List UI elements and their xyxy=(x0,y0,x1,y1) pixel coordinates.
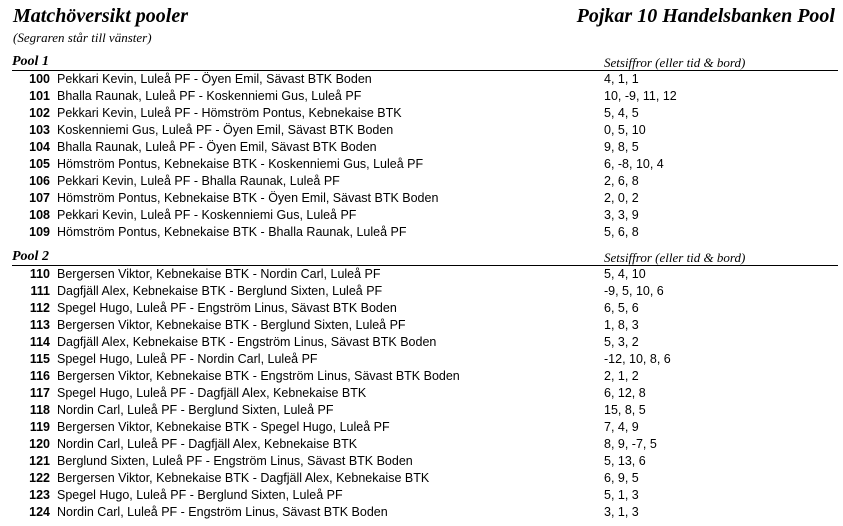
match-number: 123 xyxy=(29,488,50,502)
event-title: Pojkar 10 Handelsbanken Pool xyxy=(576,5,835,27)
match-players: Bergersen Viktor, Kebnekaise BTK - Berglund Sixten, Luleå PF xyxy=(57,318,406,332)
match-row xyxy=(12,71,838,88)
match-number: 117 xyxy=(29,386,50,400)
match-players: Hömström Pontus, Kebnekaise BTK - Bhalla Raunak, Luleå PF xyxy=(57,225,407,239)
match-number: 111 xyxy=(30,284,50,298)
match-number: 113 xyxy=(29,318,50,332)
match-row xyxy=(12,487,838,504)
match-score: 5, 4, 5 xyxy=(604,106,639,120)
match-players: Bergersen Viktor, Kebnekaise BTK - Spegel Hugo, Luleå PF xyxy=(57,420,390,434)
match-number: 109 xyxy=(29,225,50,239)
match-score: 5, 6, 8 xyxy=(604,225,639,239)
document-title: Matchöversikt pooler xyxy=(13,5,188,27)
match-row xyxy=(12,351,838,368)
match-score: 0, 5, 10 xyxy=(604,123,646,137)
match-score: 3, 1, 3 xyxy=(604,505,639,519)
match-score: 15, 8, 5 xyxy=(604,403,646,417)
match-number: 103 xyxy=(29,123,50,137)
match-row xyxy=(12,334,838,351)
match-players: Hömström Pontus, Kebnekaise BTK - Koskenniemi Gus, Luleå PF xyxy=(57,157,424,171)
match-number: 112 xyxy=(29,301,50,315)
match-list xyxy=(12,266,838,521)
match-score: -12, 10, 8, 6 xyxy=(604,352,671,366)
match-players: Dagfjäll Alex, Kebnekaise BTK - Engström Linus, Sävast BTK Boden xyxy=(57,335,437,349)
match-number: 116 xyxy=(29,369,50,383)
match-row xyxy=(12,224,838,241)
pool-header xyxy=(12,251,838,266)
match-number: 101 xyxy=(29,89,50,103)
match-score: 2, 0, 2 xyxy=(604,191,639,205)
match-players: Bhalla Raunak, Luleå PF - Öyen Emil, Sävast BTK Boden xyxy=(57,140,377,154)
match-players: Berglund Sixten, Luleå PF - Engström Linus, Sävast BTK Boden xyxy=(57,454,413,468)
match-row xyxy=(12,139,838,156)
match-players: Spegel Hugo, Luleå PF - Engström Linus, Sävast BTK Boden xyxy=(57,301,397,315)
match-score: 2, 6, 8 xyxy=(604,174,639,188)
match-row xyxy=(12,156,838,173)
pool-title: Pool 1 xyxy=(12,54,49,69)
match-score: 5, 4, 10 xyxy=(604,267,646,281)
match-score: 6, 9, 5 xyxy=(604,471,639,485)
pool-header xyxy=(12,56,838,71)
match-score: 5, 1, 3 xyxy=(604,488,639,502)
match-players: Bergersen Viktor, Kebnekaise BTK - Nordin Carl, Luleå PF xyxy=(57,267,381,281)
match-row xyxy=(12,105,838,122)
match-players: Nordin Carl, Luleå PF - Dagfjäll Alex, Kebnekaise BTK xyxy=(57,437,358,451)
match-row xyxy=(12,190,838,207)
match-row xyxy=(12,207,838,224)
match-row xyxy=(12,283,838,300)
match-number: 102 xyxy=(29,106,50,120)
match-players: Pekkari Kevin, Luleå PF - Bhalla Raunak, Luleå PF xyxy=(57,174,340,188)
match-score: 3, 3, 9 xyxy=(604,208,639,222)
match-row xyxy=(12,173,838,190)
match-number: 104 xyxy=(29,140,50,154)
match-row xyxy=(12,317,838,334)
match-row xyxy=(12,470,838,487)
match-row xyxy=(12,453,838,470)
match-score: 6, -8, 10, 4 xyxy=(604,157,664,171)
match-number: 118 xyxy=(29,403,50,417)
match-players: Nordin Carl, Luleå PF - Berglund Sixten, Luleå PF xyxy=(57,403,334,417)
match-number: 119 xyxy=(29,420,50,434)
match-number: 105 xyxy=(29,157,50,171)
match-players: Pekkari Kevin, Luleå PF - Koskenniemi Gus, Luleå PF xyxy=(57,208,357,222)
match-row xyxy=(12,300,838,317)
match-score: 2, 1, 2 xyxy=(604,369,639,383)
match-players: Hömström Pontus, Kebnekaise BTK - Öyen Emil, Sävast BTK Boden xyxy=(57,191,439,205)
match-score: 5, 13, 6 xyxy=(604,454,646,468)
match-row xyxy=(12,436,838,453)
pool-section xyxy=(12,251,838,521)
match-list xyxy=(12,71,838,241)
match-score: 8, 9, -7, 5 xyxy=(604,437,657,451)
match-number: 107 xyxy=(29,191,50,205)
match-row xyxy=(12,504,838,521)
match-number: 110 xyxy=(29,267,50,281)
match-row xyxy=(12,385,838,402)
score-column-label: Setsiffror (eller tid & bord) xyxy=(604,55,746,70)
match-players: Bhalla Raunak, Luleå PF - Koskenniemi Gus, Luleå PF xyxy=(57,89,362,103)
match-score: 7, 4, 9 xyxy=(604,420,639,434)
match-players: Pekkari Kevin, Luleå PF - Öyen Emil, Sävast BTK Boden xyxy=(57,72,372,86)
match-score: 9, 8, 5 xyxy=(604,140,639,154)
document-subtitle: (Segraren står till vänster) xyxy=(13,30,152,45)
match-players: Pekkari Kevin, Luleå PF - Hömström Pontus, Kebnekaise BTK xyxy=(57,106,402,120)
match-row xyxy=(12,88,838,105)
match-players: Spegel Hugo, Luleå PF - Dagfjäll Alex, Kebnekaise BTK xyxy=(57,386,367,400)
match-number: 115 xyxy=(29,352,50,366)
match-score: -9, 5, 10, 6 xyxy=(604,284,664,298)
match-number: 106 xyxy=(29,174,50,188)
match-players: Bergersen Viktor, Kebnekaise BTK - Dagfjäll Alex, Kebnekaise BTK xyxy=(57,471,430,485)
match-score: 4, 1, 1 xyxy=(604,72,639,86)
match-row xyxy=(12,122,838,139)
match-number: 100 xyxy=(29,72,50,86)
match-players: Dagfjäll Alex, Kebnekaise BTK - Berglund Sixten, Luleå PF xyxy=(57,284,383,298)
match-number: 121 xyxy=(29,454,50,468)
match-row xyxy=(12,402,838,419)
match-number: 108 xyxy=(29,208,50,222)
match-score: 5, 3, 2 xyxy=(604,335,639,349)
match-players: Spegel Hugo, Luleå PF - Berglund Sixten, Luleå PF xyxy=(57,488,343,502)
pool-section xyxy=(12,56,838,241)
match-row xyxy=(12,368,838,385)
match-players: Bergersen Viktor, Kebnekaise BTK - Engström Linus, Sävast BTK Boden xyxy=(57,369,460,383)
match-number: 122 xyxy=(29,471,50,485)
match-score: 6, 5, 6 xyxy=(604,301,639,315)
match-score: 10, -9, 11, 12 xyxy=(604,89,677,103)
match-number: 124 xyxy=(29,505,50,519)
match-number: 120 xyxy=(29,437,50,451)
match-score: 6, 12, 8 xyxy=(604,386,646,400)
match-players: Spegel Hugo, Luleå PF - Nordin Carl, Luleå PF xyxy=(57,352,318,366)
pool-title: Pool 2 xyxy=(12,249,49,264)
match-players: Koskenniemi Gus, Luleå PF - Öyen Emil, Sävast BTK Boden xyxy=(57,123,394,137)
match-players: Nordin Carl, Luleå PF - Engström Linus, Sävast BTK Boden xyxy=(57,505,388,519)
match-number: 114 xyxy=(29,335,50,349)
match-score: 1, 8, 3 xyxy=(604,318,639,332)
score-column-label: Setsiffror (eller tid & bord) xyxy=(604,250,746,265)
match-row xyxy=(12,266,838,283)
match-row xyxy=(12,419,838,436)
